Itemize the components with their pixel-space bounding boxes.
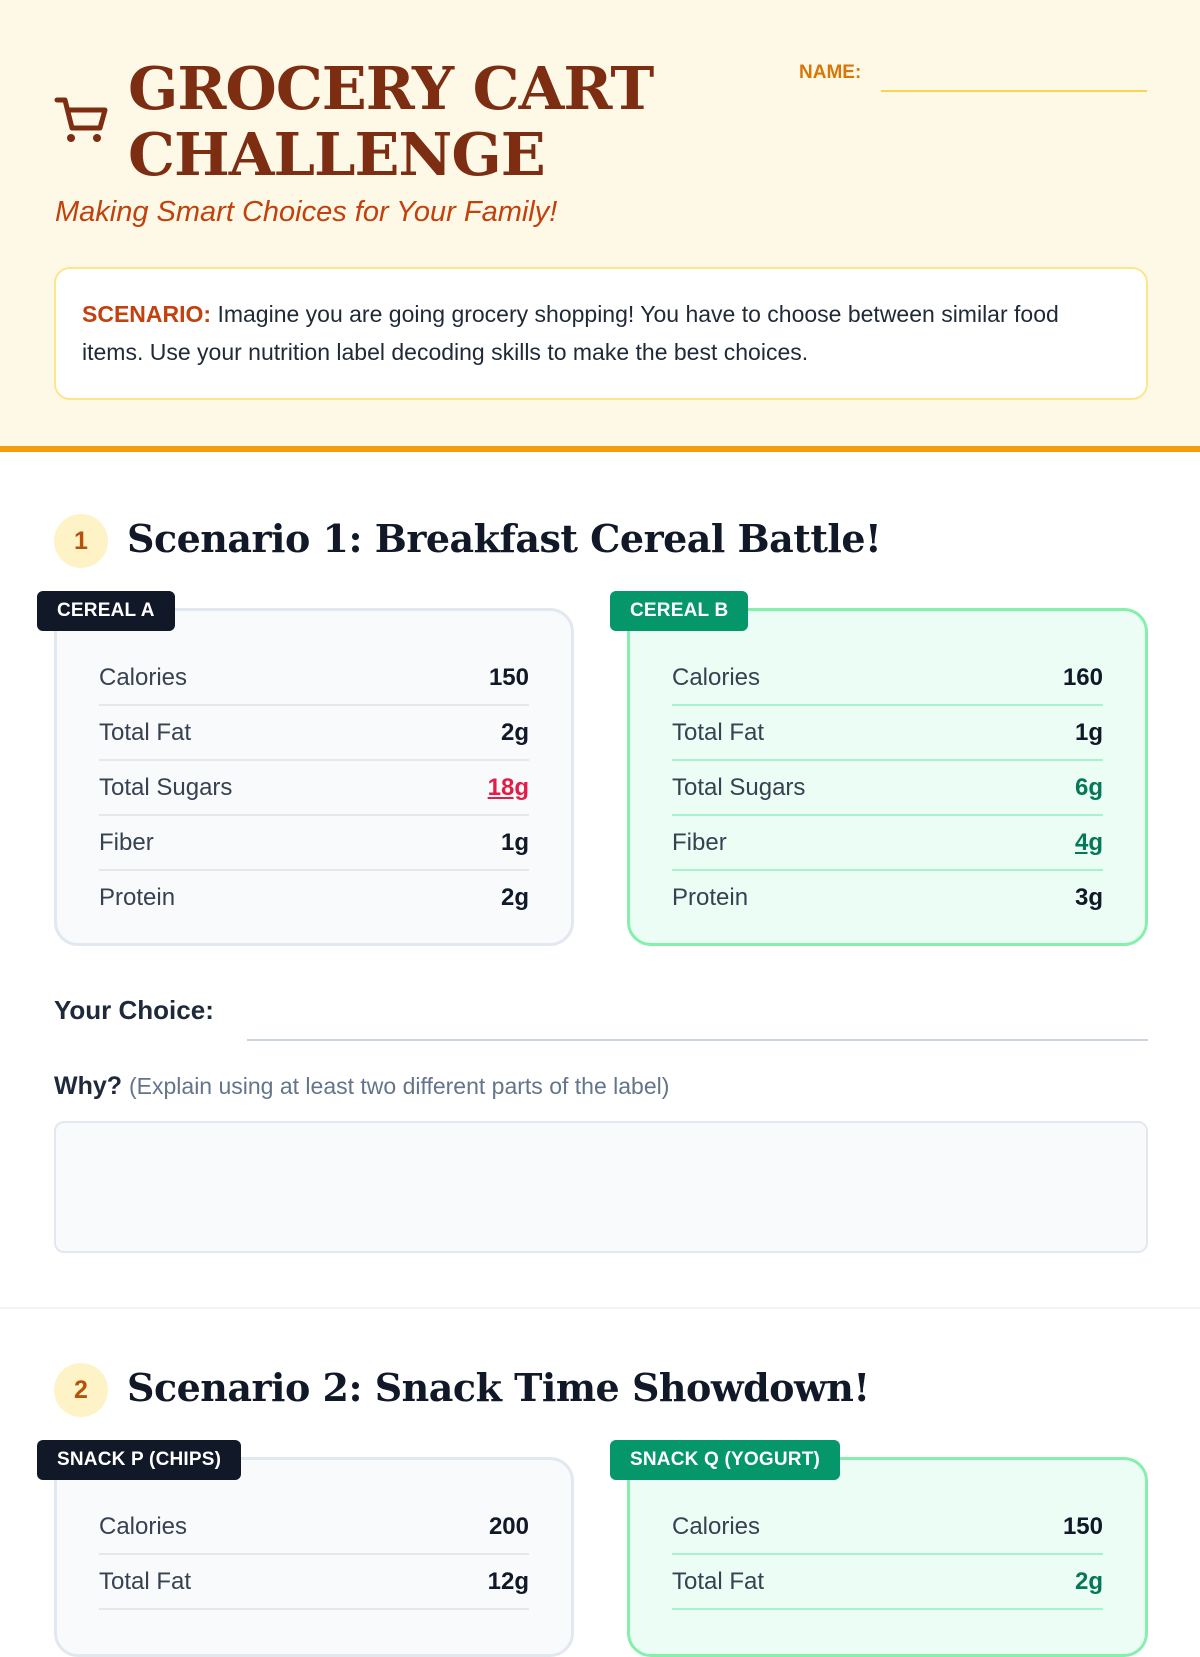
name-label: NAME: (799, 62, 862, 83)
nutrient-value: 4g (1074, 828, 1103, 856)
section-number-2: 2 (54, 1363, 108, 1417)
page-subtitle: Making Smart Choices for Your Family! (55, 196, 558, 228)
nutrition-row (672, 706, 1103, 761)
scenario-text: Imagine you are going grocery shopping! You have to choose between similar food items. Use your nutrition label decoding skills to make the best choices. (82, 301, 1059, 365)
snack-q-tag: SNACK Q (YOGURT) (610, 1440, 840, 1480)
page-header (0, 0, 1200, 452)
nutrient-label: Protein (99, 883, 176, 911)
nutrient-label: Fiber (99, 828, 154, 856)
section-title-1: Scenario 1: Breakfast Cereal Battle! (127, 516, 882, 561)
nutrition-row (672, 1555, 1103, 1610)
nutrition-row (672, 816, 1103, 871)
scenario-lead: SCENARIO: (82, 301, 212, 327)
nutrition-row (99, 1555, 529, 1610)
nutrient-label: Calories (99, 1512, 188, 1540)
nutrition-row (99, 706, 529, 761)
nutrient-value: 200 (488, 1512, 529, 1540)
cereal-a-card (54, 600, 574, 946)
scenario-box (54, 267, 1148, 400)
snack-q-card (627, 1449, 1148, 1657)
nutrient-label: Calories (99, 663, 188, 691)
nutrition-row (99, 816, 529, 871)
nutrition-row (99, 1500, 529, 1555)
why-prompt (54, 1072, 669, 1101)
section-number-1: 1 (54, 514, 108, 568)
nutrition-row (672, 1500, 1103, 1555)
nutrition-row (99, 761, 529, 816)
nutrient-value: 18g (487, 773, 529, 801)
why-hint: (Explain using at least two different parts of the label) (129, 1073, 670, 1099)
page-title: GROCERY CART CHALLENGE (128, 54, 654, 189)
your-choice-label: Your Choice: (54, 995, 214, 1025)
nutrient-value: 150 (1062, 1512, 1103, 1540)
name-field[interactable] (881, 90, 1147, 92)
nutrient-label: Total Fat (672, 718, 765, 746)
nutrient-value: 3g (1074, 883, 1103, 911)
nutrient-label: Calories (672, 1512, 761, 1540)
shopping-cart-icon (54, 92, 110, 148)
nutrition-row (672, 761, 1103, 816)
nutrient-label: Fiber (672, 828, 727, 856)
nutrient-label: Protein (672, 883, 749, 911)
nutrient-value: 1g (500, 828, 529, 856)
nutrient-value: 2g (500, 718, 529, 746)
nutrient-label: Total Sugars (99, 773, 233, 801)
section-divider (0, 1307, 1200, 1309)
cereal-b-card (627, 600, 1148, 946)
why-answer-box[interactable] (54, 1121, 1148, 1253)
cereal-b-tag: CEREAL B (610, 591, 748, 631)
your-choice-field[interactable] (247, 1039, 1148, 1041)
nutrition-row (99, 651, 529, 706)
nutrient-value: 150 (488, 663, 529, 691)
section-title-2: Scenario 2: Snack Time Showdown! (127, 1365, 870, 1410)
nutrition-row (672, 651, 1103, 706)
snack-p-tag: SNACK P (CHIPS) (37, 1440, 241, 1480)
nutrient-label: Total Sugars (672, 773, 806, 801)
nutrient-value: 6g (1074, 773, 1103, 801)
cereal-a-tag: CEREAL A (37, 591, 175, 631)
nutrient-label: Total Fat (672, 1567, 765, 1595)
nutrient-label: Total Fat (99, 718, 192, 746)
nutrient-value: 2g (500, 883, 529, 911)
nutrient-value: 1g (1074, 718, 1103, 746)
nutrient-label: Calories (672, 663, 761, 691)
nutrition-row (672, 871, 1103, 924)
nutrient-value: 160 (1062, 663, 1103, 691)
nutrient-value: 2g (1074, 1567, 1103, 1595)
why-label: Why? (54, 1072, 123, 1100)
snack-p-card (54, 1449, 574, 1657)
nutrient-value: 12g (487, 1567, 529, 1595)
nutrition-row (99, 871, 529, 924)
nutrient-label: Total Fat (99, 1567, 192, 1595)
